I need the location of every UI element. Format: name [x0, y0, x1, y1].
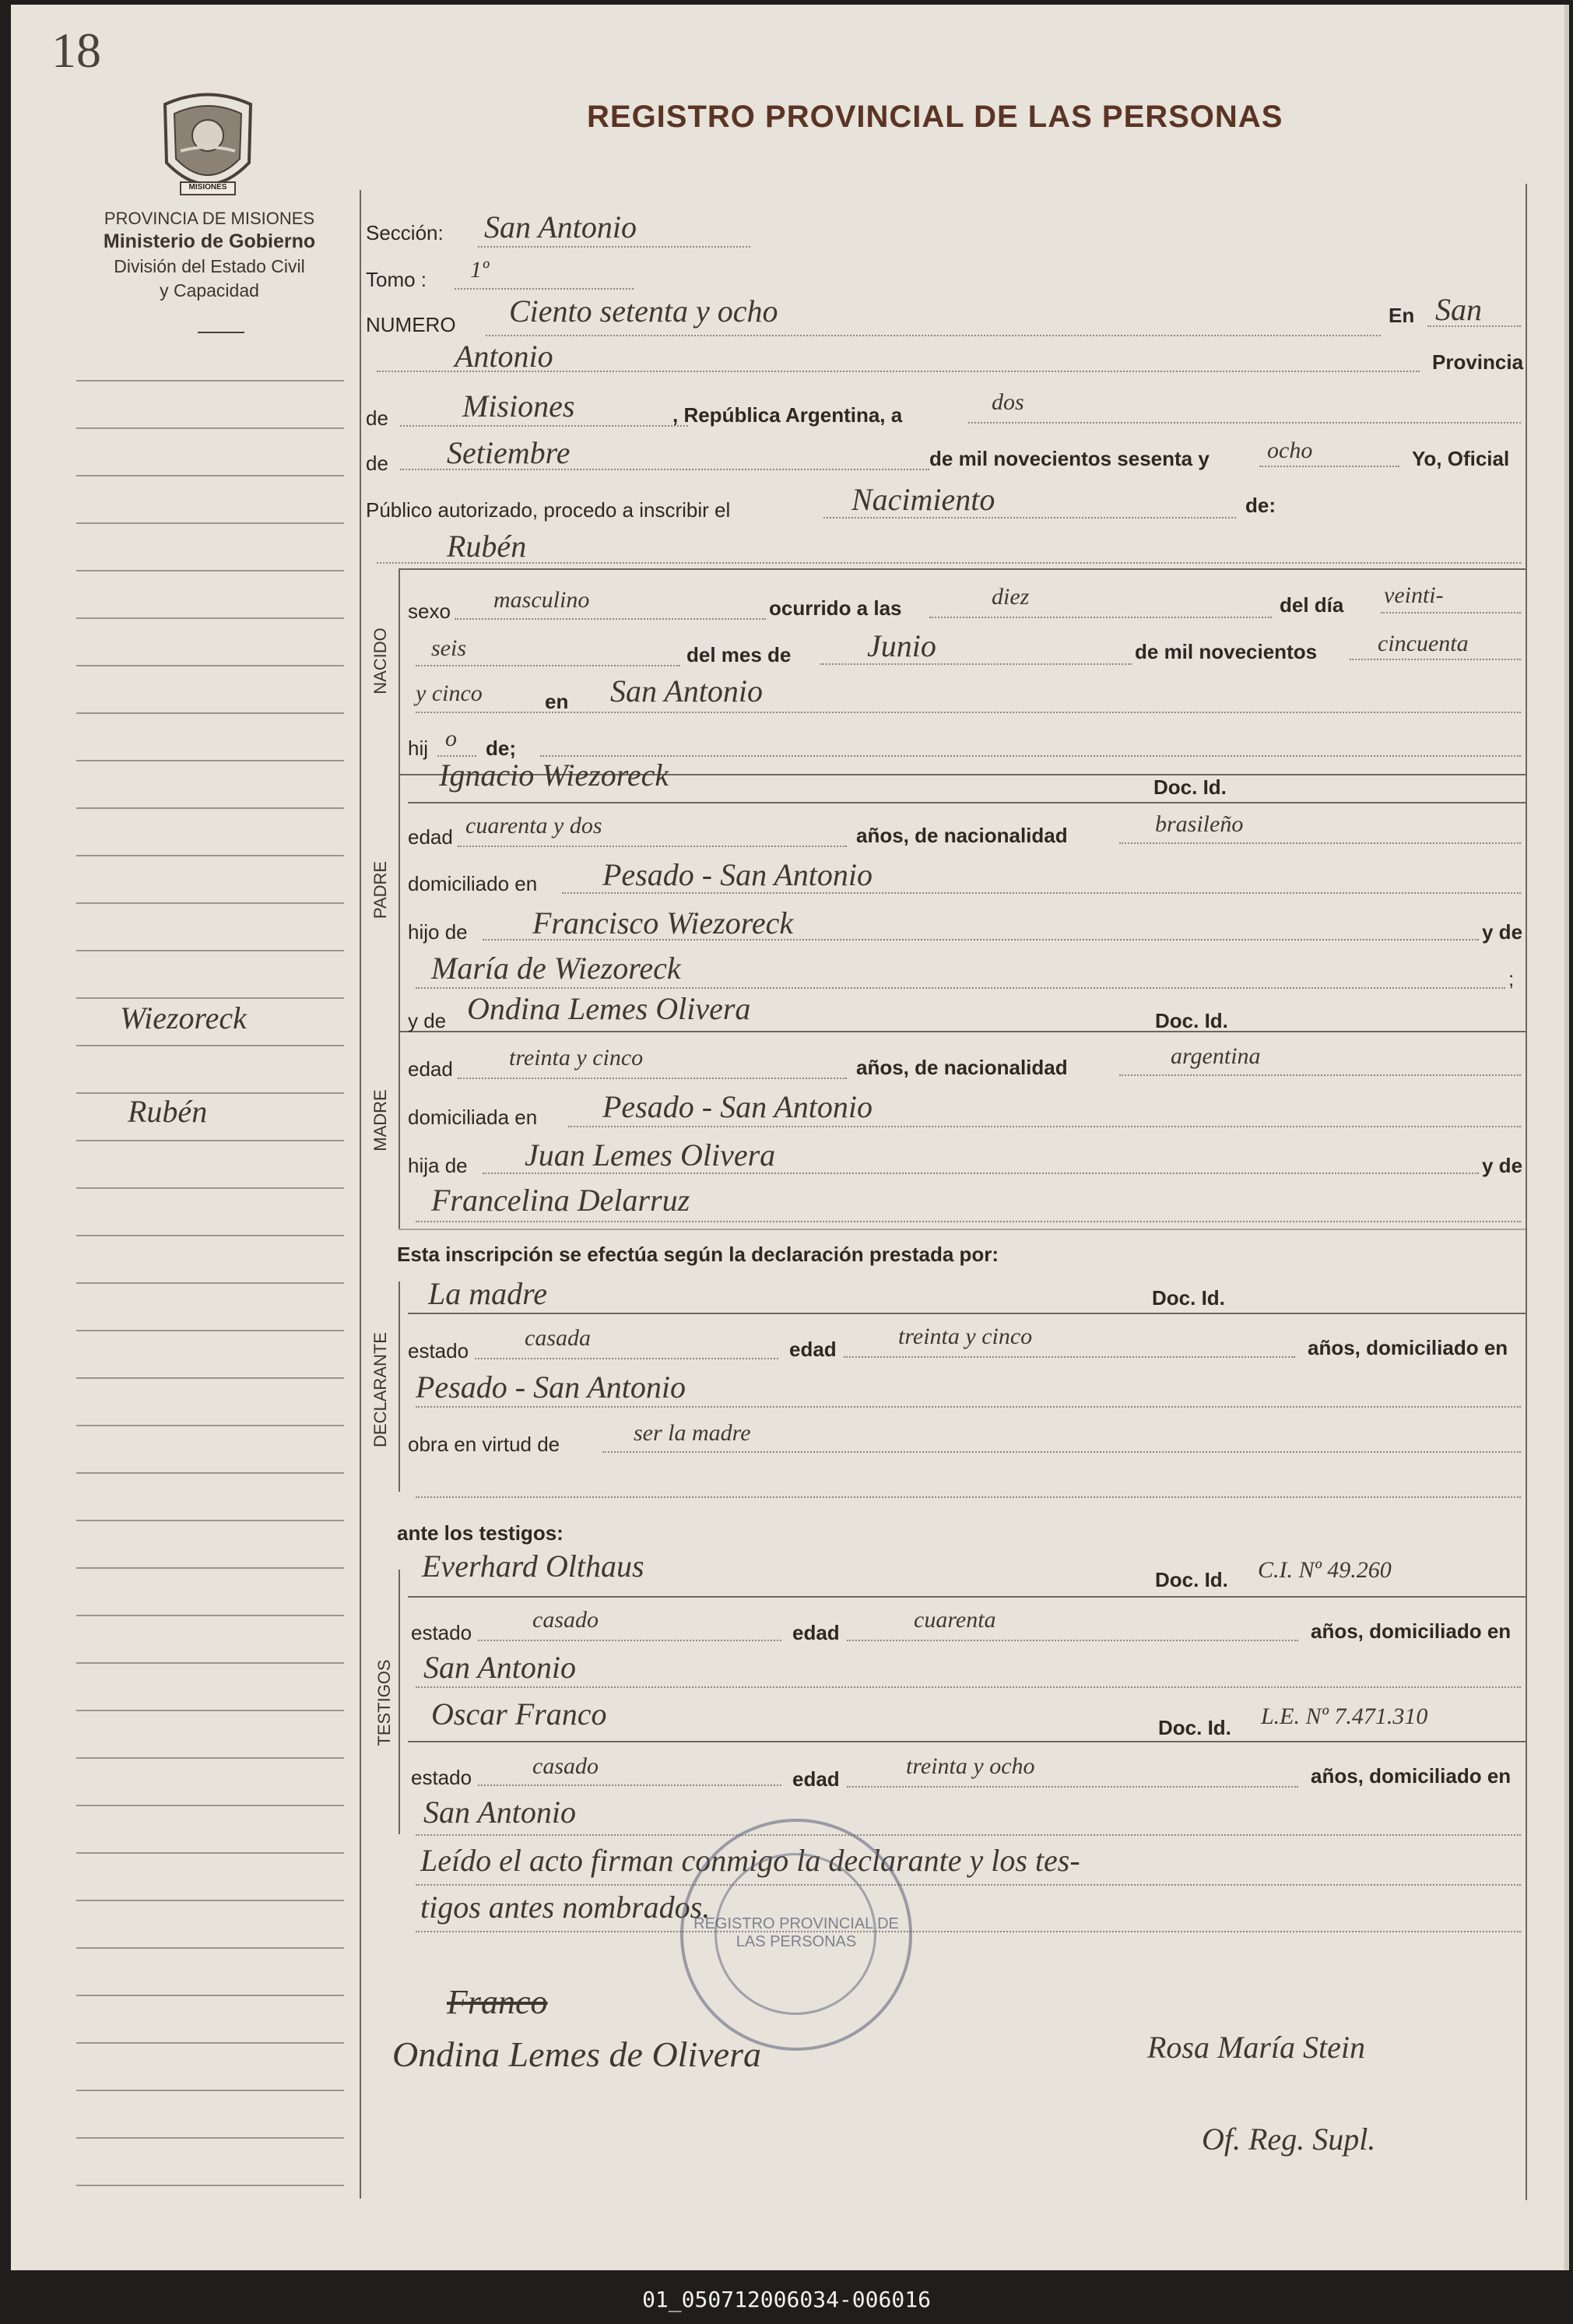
testigo2-edad-label: edad	[792, 1767, 840, 1791]
madre-y-de2-label: y de	[1482, 1154, 1523, 1177]
testigo1-anios-label: años, domiciliado en	[1311, 1619, 1512, 1643]
anio-value-cont: y cinco	[416, 680, 483, 706]
hora-value: diez	[992, 584, 1030, 610]
margin-note-surname: Wiezoreck	[120, 1000, 247, 1035]
ocurrido-label: ocurrido a las	[769, 596, 902, 620]
document-page	[11, 5, 1569, 2270]
declarante-estado: casada	[525, 1325, 591, 1351]
en-label: En	[1389, 304, 1415, 327]
padre-madre: María de Wiezoreck	[431, 951, 681, 986]
madre-hija-de-label: hija de	[408, 1154, 468, 1177]
declaracion-label: Esta inscripción se efectúa según la declaración prestada por:	[397, 1243, 999, 1266]
numero-value: Ciento setenta y ocho	[509, 294, 778, 329]
en-value: San	[1435, 292, 1482, 327]
testigo1-edad-label: edad	[792, 1621, 840, 1644]
testigo2-estado: casado	[532, 1753, 599, 1779]
closing-line-2: tigos antes nombrados.	[420, 1890, 711, 1925]
en-label-nacido: en	[545, 690, 569, 713]
declarante-anios-label: años, domiciliado en	[1308, 1336, 1508, 1359]
signature-declarant: Ondina Lemes de Olivera	[392, 2034, 761, 2074]
declarante-nombre: La madre	[428, 1276, 547, 1311]
madre-edad-label: edad	[408, 1057, 453, 1081]
republica-label: , República Argentina, a	[672, 403, 903, 427]
padre-hijo-de-label: hijo de	[408, 920, 468, 944]
testigo1-estado: casado	[532, 1607, 599, 1633]
section-madre: MADRE	[370, 1089, 390, 1151]
anio-value: cincuenta	[1378, 631, 1469, 656]
section-declarante: DECLARANTE	[370, 1332, 390, 1447]
padre-doc-label: Doc. Id.	[1153, 775, 1227, 799]
sexo-label: sexo	[408, 599, 451, 623]
anio-value: ocho	[1267, 438, 1313, 463]
mes-value: Setiembre	[447, 435, 571, 470]
padre-edad-label: edad	[408, 825, 453, 849]
testigo1-doc-label: Doc. Id.	[1155, 1568, 1228, 1591]
mes-value: Junio	[867, 628, 936, 663]
testigo1-nombre: Everhard Olthaus	[422, 1549, 644, 1584]
yo-label: Yo, Oficial	[1412, 447, 1510, 470]
dia-value: veinti-	[1384, 582, 1444, 608]
section-padre: PADRE	[370, 860, 390, 919]
margin-note-name: Rubén	[128, 1094, 208, 1129]
declarante-domicilio: Pesado - San Antonio	[416, 1369, 686, 1405]
image-footer-id: 01_050712006034-006016	[642, 2287, 931, 2312]
madre-domicilio: Pesado - San Antonio	[602, 1089, 873, 1124]
provincial-emblem	[157, 89, 258, 206]
provincia-label: Provincia	[1432, 350, 1524, 374]
declarante-obra-label: obra en virtud de	[408, 1433, 560, 1456]
page-number: 18	[51, 23, 101, 78]
declarante-doc-label: Doc. Id.	[1152, 1286, 1225, 1310]
testigo2-domicilio: San Antonio	[423, 1795, 576, 1830]
del-dia-label: del día	[1280, 593, 1344, 617]
closing-line-1: Leído el acto firman conmigo la declarante y los tes-	[420, 1843, 1080, 1878]
seccion-value: San Antonio	[484, 209, 637, 244]
madre-edad-value: treinta y cinco	[509, 1045, 644, 1071]
testigo1-domicilio: San Antonio	[423, 1650, 576, 1685]
del-mes-label: del mes de	[686, 643, 792, 666]
section-testigos: TESTIGOS	[374, 1659, 394, 1746]
tomo-label: Tomo :	[366, 268, 427, 291]
numero-label: NUMERO	[366, 313, 456, 336]
tomo-value: 1º	[470, 257, 490, 283]
testigo2-anios-label: años, domiciliado en	[1311, 1764, 1512, 1788]
signature-official: Rosa María Stein	[1147, 2030, 1365, 2065]
hijo-label: hij	[408, 737, 429, 760]
de-label: de	[366, 406, 388, 430]
padre-domicilio-label: domiciliado en	[408, 872, 538, 895]
institution-line-3: División del Estado Civil	[114, 256, 305, 276]
madre-anios-label: años, de nacionalidad	[856, 1056, 1068, 1079]
institution-line-2: Ministerio de Gobierno	[103, 230, 316, 252]
emblem-label: MISIONES	[188, 183, 227, 192]
testigo2-doc-value: L.E. Nº 7.471.310	[1261, 1703, 1428, 1729]
declarante-edad-label: edad	[789, 1338, 837, 1361]
dia-value: dos	[992, 389, 1024, 415]
testigo1-edad: cuarenta	[914, 1607, 996, 1633]
seccion-label: Sección:	[366, 221, 444, 244]
de3-label: de:	[1245, 494, 1276, 517]
signature-title: Of. Reg. Supl.	[1202, 2122, 1376, 2157]
hijo-de-label: de;	[486, 737, 516, 760]
madre-nombre: Ondina Lemes Olivera	[467, 991, 751, 1026]
testigo1-estado-label: estado	[411, 1621, 472, 1644]
madre-padre: Juan Lemes Olivera	[525, 1137, 776, 1173]
padre-edad-value: cuarenta y dos	[465, 813, 602, 839]
nombre-value: Rubén	[447, 529, 527, 564]
madre-doc-label: Doc. Id.	[1155, 1009, 1228, 1032]
signature-witness: Franco	[447, 1983, 548, 2021]
mil-novecientos-label: de mil novecientos	[1135, 640, 1318, 663]
official-seal	[680, 1819, 912, 2051]
dia-value-cont: seis	[431, 635, 466, 661]
padre-semicolon: ;	[1508, 967, 1515, 990]
padre-y-de-label: y de	[1482, 920, 1523, 944]
madre-madre: Francelina Delarruz	[431, 1183, 690, 1218]
testigos-label: ante los testigos:	[397, 1521, 564, 1545]
declarante-obra: ser la madre	[634, 1420, 751, 1446]
testigo2-estado-label: estado	[411, 1766, 472, 1789]
padre-anios-label: años, de nacionalidad	[856, 824, 1068, 847]
padre-domicilio: Pesado - San Antonio	[602, 857, 873, 892]
provincia-value: Misiones	[462, 389, 575, 424]
hijo-suffix: o	[445, 726, 457, 751]
section-nacido: NACIDO	[370, 628, 390, 694]
testigo2-doc-label: Doc. Id.	[1158, 1716, 1231, 1739]
acto-value: Nacimiento	[851, 482, 995, 517]
declarante-edad: treinta y cinco	[898, 1324, 1033, 1349]
de2-label: de	[366, 452, 388, 475]
madre-domicilio-label: domiciliada en	[408, 1106, 538, 1129]
publico-label: Público autorizado, procedo a inscribir el	[366, 498, 731, 522]
declarante-estado-label: estado	[408, 1339, 469, 1362]
testigo1-doc-value: C.I. Nº 49.260	[1258, 1557, 1392, 1583]
padre-nacionalidad: brasileño	[1155, 811, 1244, 837]
lugar-value: San Antonio	[610, 673, 763, 708]
padre-nombre: Ignacio Wiezoreck	[439, 758, 669, 793]
en-value-cont: Antonio	[455, 339, 553, 374]
institution-line-1: PROVINCIA DE MISIONES	[104, 209, 315, 228]
mil-label: de mil novecientos sesenta y	[929, 447, 1210, 470]
testigo2-nombre: Oscar Franco	[431, 1696, 607, 1732]
testigo2-edad: treinta y ocho	[906, 1753, 1035, 1779]
madre-y-de-label: y de	[408, 1009, 447, 1032]
seal-text: REGISTRO PROVINCIAL DE LAS PERSONAS	[693, 1915, 899, 1950]
sexo-value: masculino	[493, 587, 590, 613]
madre-nacionalidad: argentina	[1171, 1043, 1261, 1069]
padre-padre: Francisco Wiezoreck	[532, 905, 794, 940]
page-title: REGISTRO PROVINCIAL DE LAS PERSONAS	[587, 100, 1283, 134]
institution-line-4: y Capacidad	[160, 280, 259, 301]
